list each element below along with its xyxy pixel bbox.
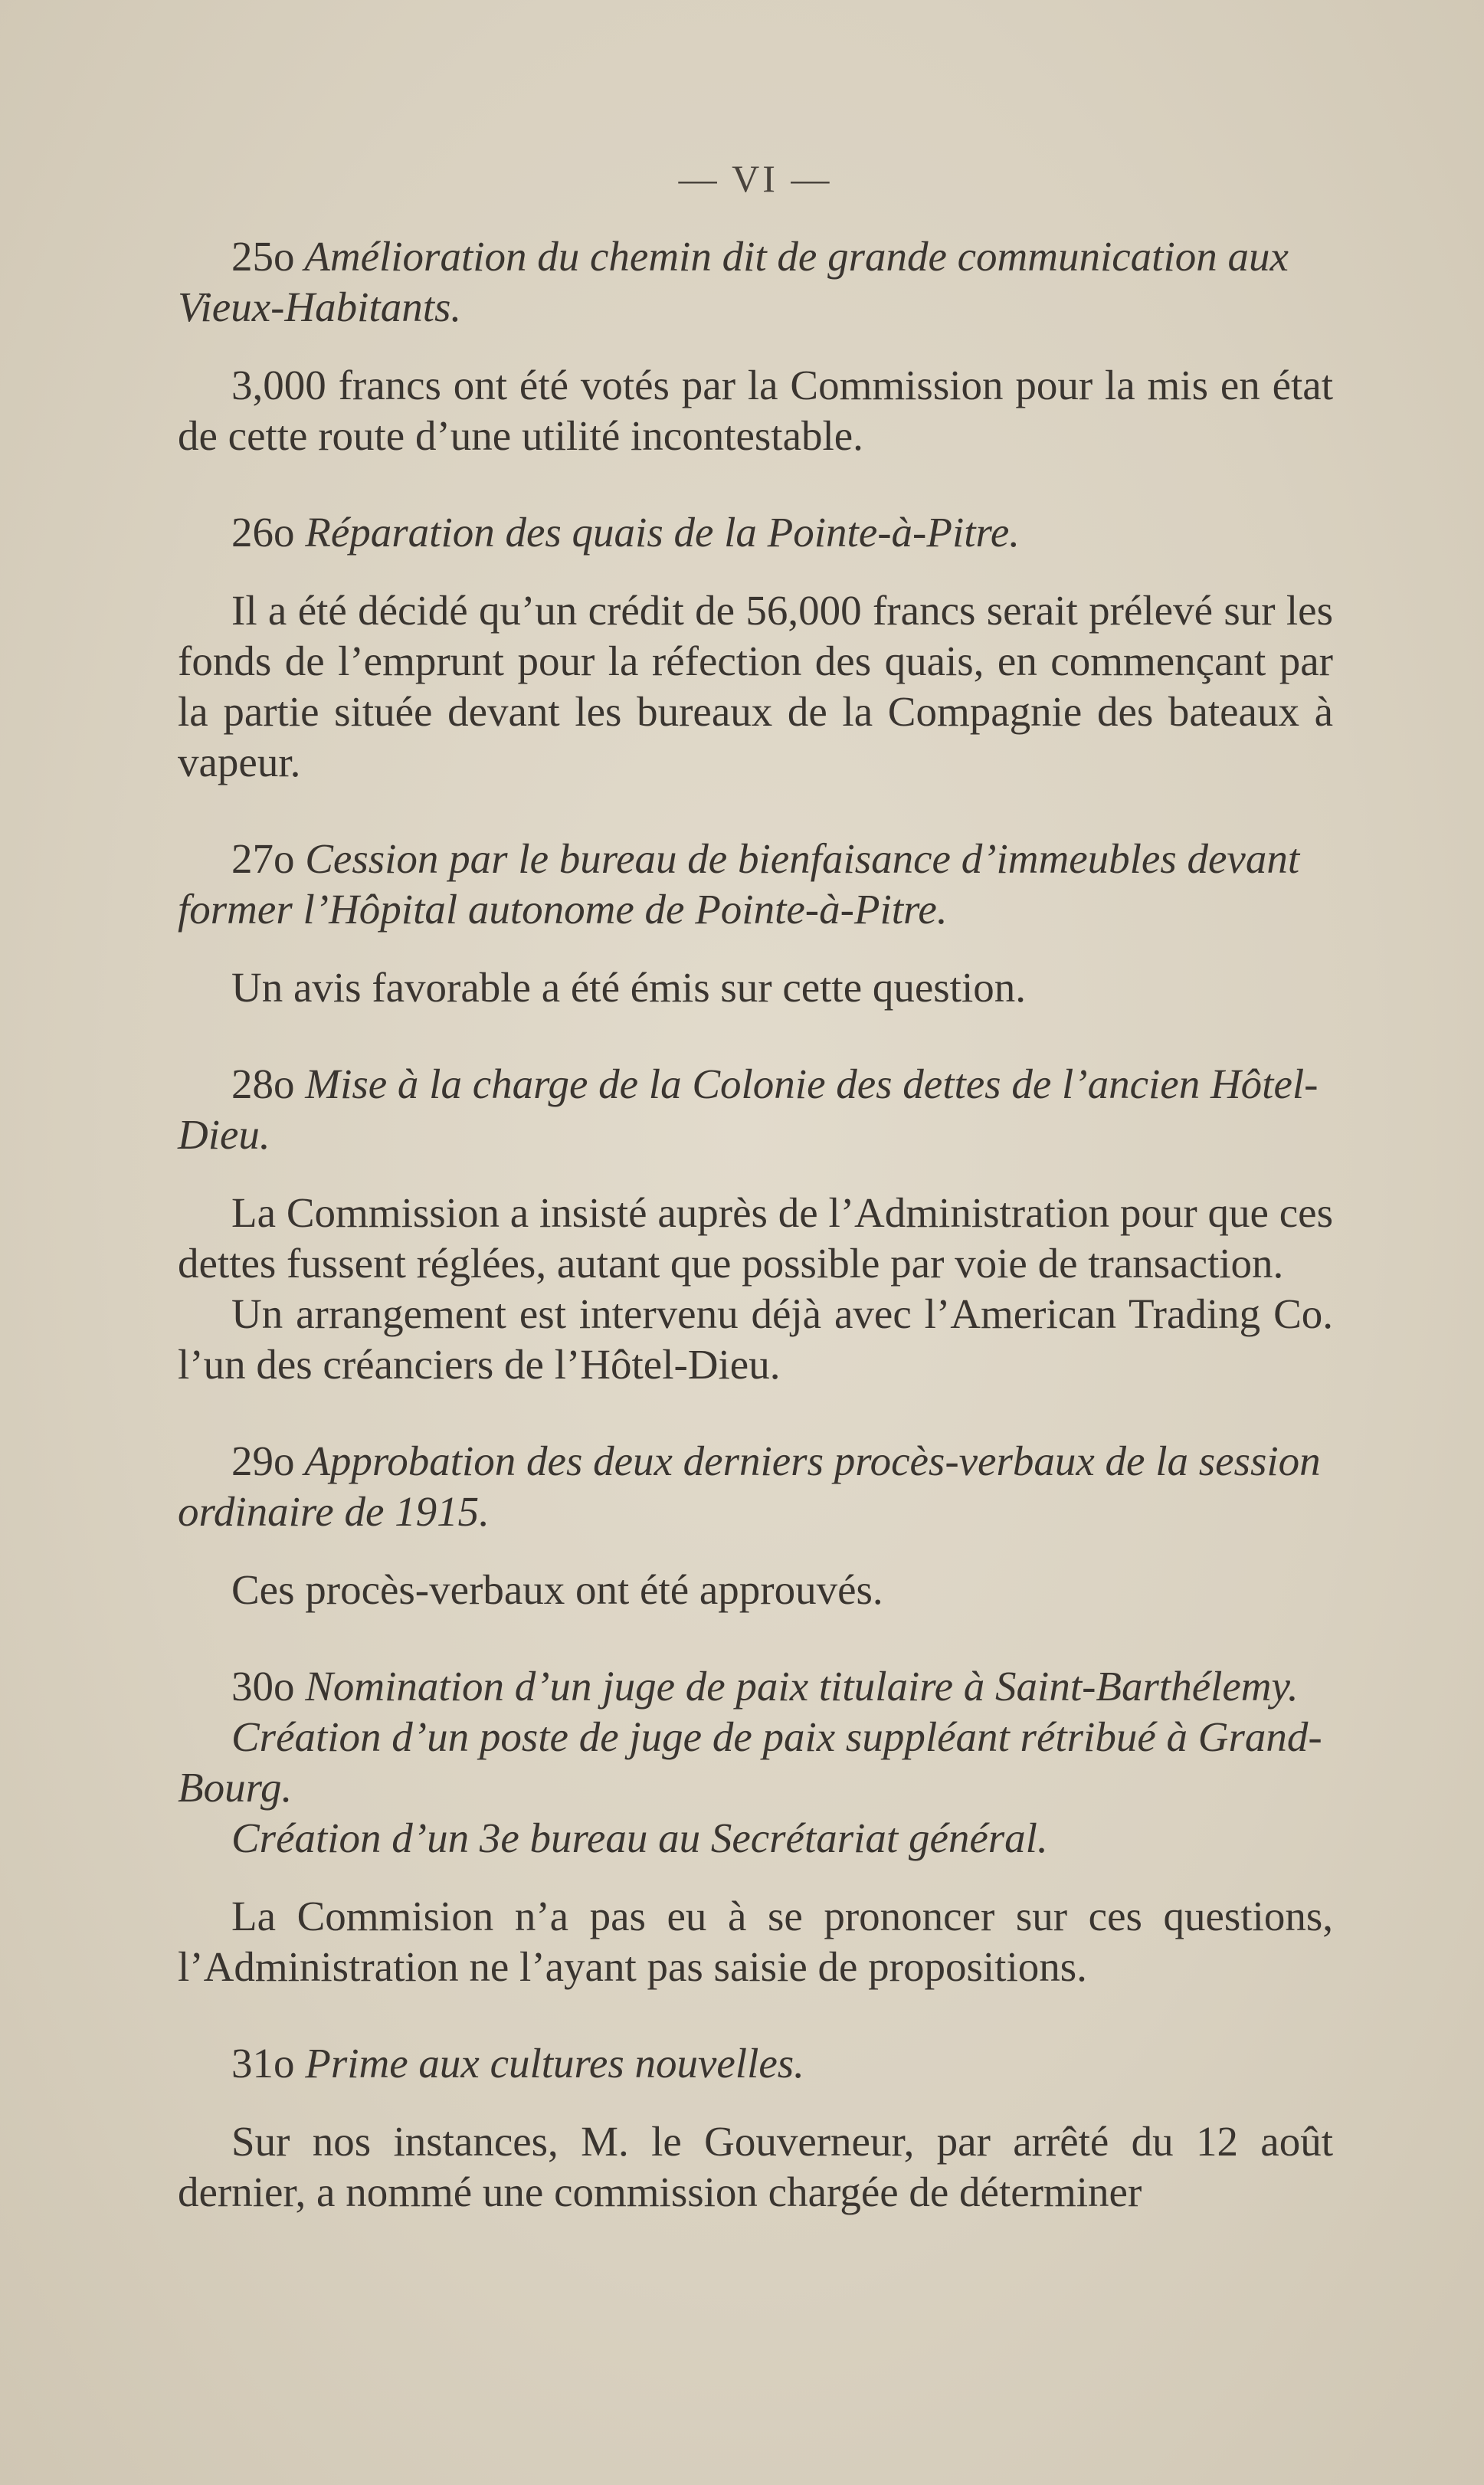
section-26 — [178, 507, 1333, 788]
paragraph: Un arrangement est intervenu déjà avec l’American Trading Co. l’un des créanciers de l’Hôtel-Dieu. — [178, 1290, 1333, 1388]
section-subtitle: Création d’un poste de juge de paix suppléant rétribué à Grand-Bourg. — [178, 1713, 1322, 1811]
running-head: — VI — — [678, 157, 833, 200]
section-heading — [178, 1436, 1333, 1537]
page-content — [178, 153, 1333, 2264]
section-subtitle: Création d’un 3e bureau au Secrétariat général. — [231, 1815, 1048, 1861]
section-heading — [178, 2038, 1333, 2089]
section-number: 28o — [231, 1061, 295, 1107]
section-number: 30o — [231, 1663, 295, 1710]
paragraph: Ces procès-verbaux ont été approuvés. — [231, 1566, 883, 1613]
section-25 — [178, 231, 1333, 461]
section-title: Approbation des deux derniers procès-verbaux de la session ordinaire de 1915. — [178, 1438, 1321, 1535]
section-heading — [178, 507, 1333, 558]
paragraph: Un avis favorable a été émis sur cette question. — [231, 964, 1026, 1011]
section-heading — [178, 1059, 1333, 1160]
paragraph: La Commission a insisté auprès de l’Administration pour que ces dettes fussent réglées, autant que possible par voie de transaction. — [178, 1189, 1333, 1287]
paragraph: 3,000 francs ont été votés par la Commission pour la mis en état de cette route d’une utilité incontestable. — [178, 362, 1333, 459]
section-title: Prime aux cultures nouvelles. — [305, 2040, 804, 2087]
paragraph: Sur nos instances, M. le Gouverneur, par arrêté du 12 août dernier, a nommé une commission chargée de déterminer — [178, 2118, 1333, 2215]
section-title: Mise à la charge de la Colonie des dettes de l’ancien Hôtel-Dieu. — [178, 1061, 1319, 1158]
section-29 — [178, 1436, 1333, 1615]
section-title: Réparation des quais de la Pointe-à-Pitre. — [305, 509, 1020, 556]
section-heading — [178, 834, 1333, 935]
section-31 — [178, 2038, 1333, 2218]
section-title: Nomination d’un juge de paix titulaire à Saint-Barthélemy. — [305, 1663, 1299, 1710]
section-title: Amélioration du chemin dit de grande communication aux Vieux-Habitants. — [178, 233, 1289, 330]
section-title: Cession par le bureau de bienfaisance d’immeubles devant former l’Hôpital autonome de Pointe-à-Pitre. — [178, 835, 1300, 933]
section-27 — [178, 834, 1333, 1013]
section-28 — [178, 1059, 1333, 1390]
section-30 — [178, 1661, 1333, 1992]
section-number: 25o — [231, 233, 295, 280]
section-heading — [178, 1661, 1333, 1712]
section-number: 29o — [231, 1438, 295, 1484]
section-heading — [178, 231, 1333, 333]
paragraph: La Commision n’a pas eu à se prononcer sur ces questions, l’Administration ne l’ayant pas saisie de propositions. — [178, 1893, 1333, 1990]
paragraph: Il a été décidé qu’un crédit de 56,000 francs serait prélevé sur les fonds de l’emprunt pour la réfection des quais, en commençant par la partie située devant les bureaux de la Compagnie des bateaux à vapeur. — [178, 587, 1333, 785]
section-number: 27o — [231, 835, 295, 882]
section-number: 31o — [231, 2040, 295, 2087]
section-number: 26o — [231, 509, 295, 556]
